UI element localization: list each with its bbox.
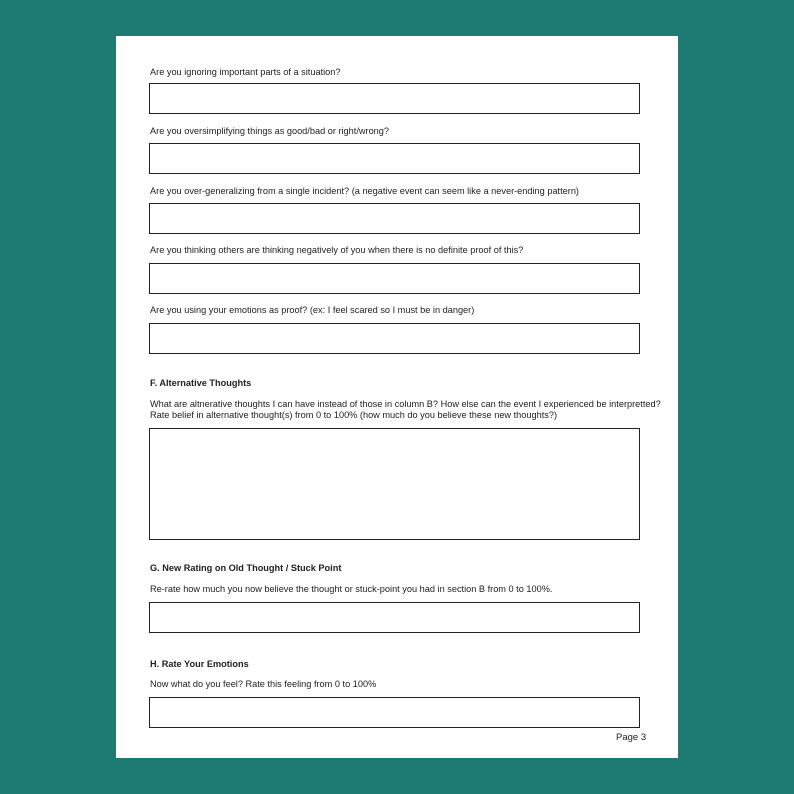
answer-box-overgeneralizing[interactable] [149,203,640,234]
section-h-heading: H. Rate Your Emotions [150,659,249,669]
section-h-prompt: Now what do you feel? Rate this feeling from 0 to 100% [150,679,377,689]
alternative-thoughts-box[interactable] [149,428,640,540]
question-overgeneralizing: Are you over-generalizing from a single incident? (a negative event can seem like a never-ending pattern) [150,186,579,196]
answer-box-oversimplifying[interactable] [149,143,640,174]
answer-box-mind-reading[interactable] [149,263,640,294]
answer-box-ignoring[interactable] [149,83,640,114]
section-g-prompt: Re-rate how much you now believe the thought or stuck-point you had in section B from 0 to 100%. [150,584,553,594]
section-f-prompt-line2: Rate belief in alternative thought(s) from 0 to 100% (how much do you believe these new thoughts?) [150,410,558,420]
answer-box-emotional-reasoning[interactable] [149,323,640,354]
new-rating-box[interactable] [149,602,640,633]
section-g-heading: G. New Rating on Old Thought / Stuck Point [150,563,342,573]
question-emotional-reasoning: Are you using your emotions as proof? (ex: I feel scared so I must be in danger) [150,305,475,315]
worksheet-page [116,36,678,758]
question-oversimplifying: Are you oversimplifying things as good/bad or right/wrong? [150,126,390,136]
emotion-rating-box[interactable] [149,697,640,728]
question-ignoring: Are you ignoring important parts of a situation? [150,67,341,77]
section-f-prompt-line1: What are altnerative thoughts I can have instead of those in column B? How else can the event I experienced be interpretted? [150,399,661,409]
question-mind-reading: Are you thinking others are thinking negatively of you when there is no definite proof of this? [150,245,524,255]
page-number: Page 3 [616,732,647,743]
section-f-heading: F. Alternative Thoughts [150,378,252,388]
